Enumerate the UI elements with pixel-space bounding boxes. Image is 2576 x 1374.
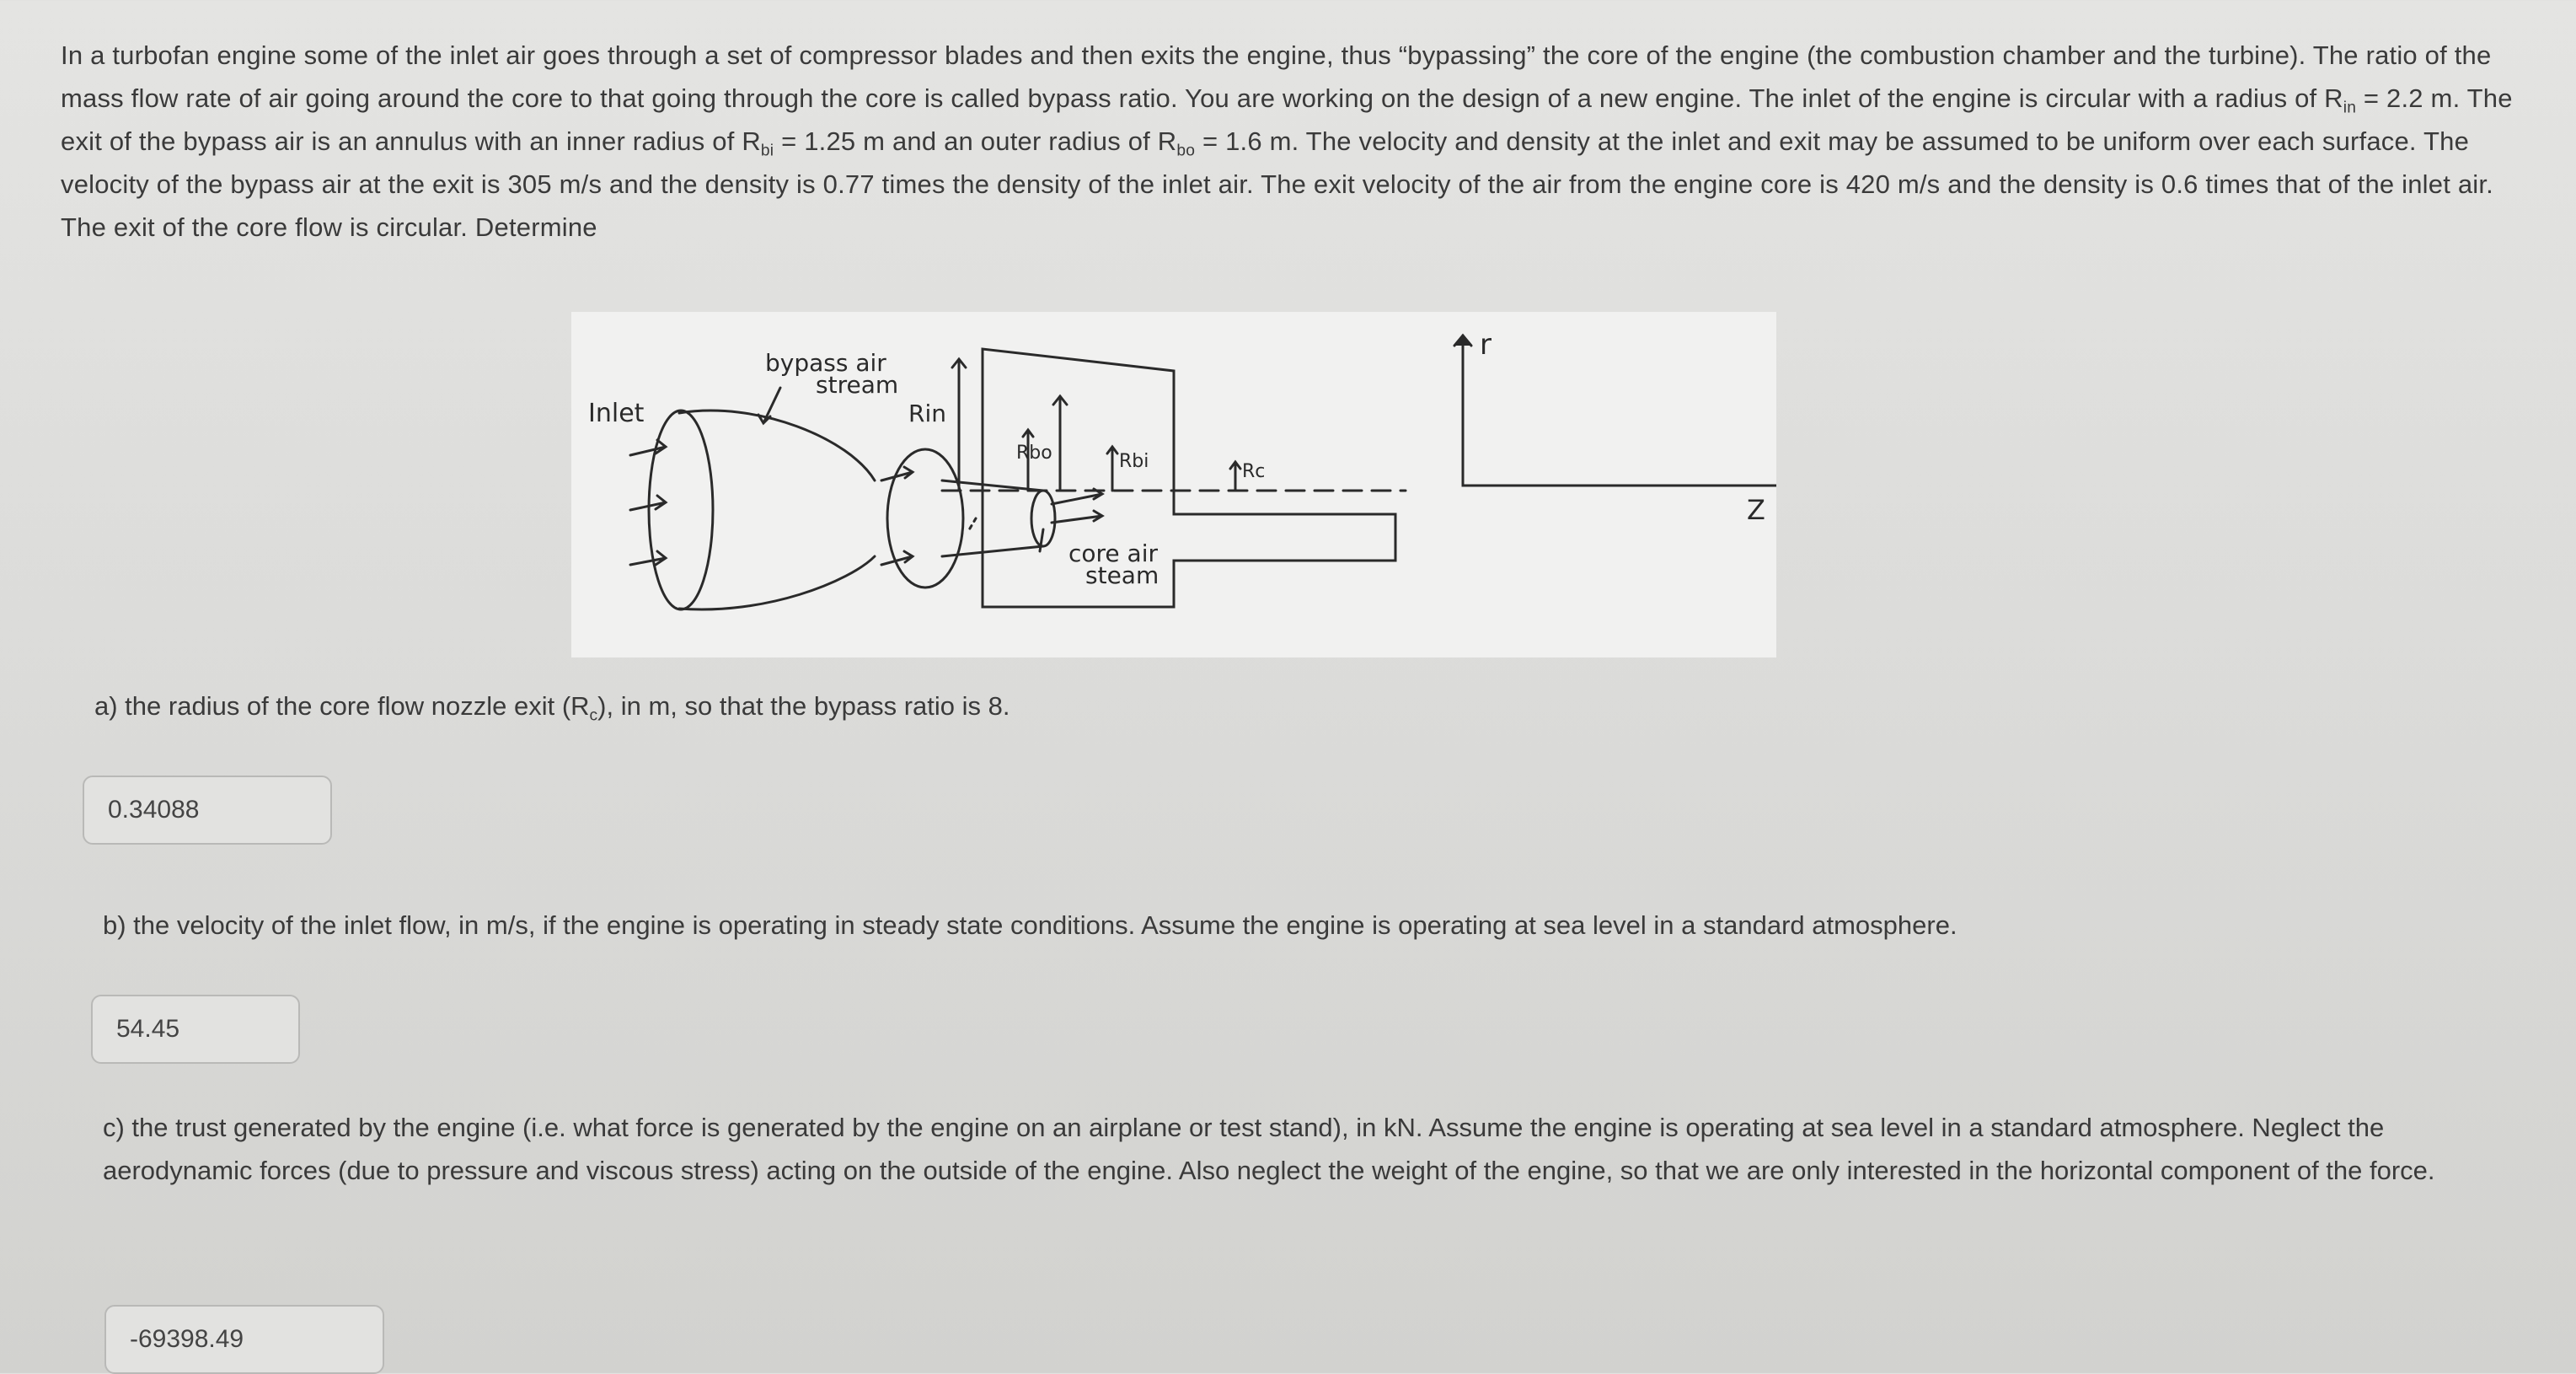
z-axis-label: Z (1747, 494, 1765, 526)
answer-a-input[interactable] (83, 776, 332, 845)
bypass-label-line2: stream (816, 371, 899, 399)
rin-label: Rin (908, 400, 946, 427)
engine-diagram-svg (571, 312, 1776, 657)
answer-b-input[interactable] (91, 995, 300, 1064)
engine-diagram (571, 312, 1776, 657)
core-label-line1: core air (1068, 539, 1158, 567)
answer-c-input[interactable] (104, 1305, 384, 1374)
r-axis-label: r (1480, 328, 1492, 362)
question-b: b) the velocity of the inlet flow, in m/s, if the engine is operating in steady state conditions. Assume the engine is operating at sea level in a standard atmosphere. (103, 910, 1957, 940)
problem-statement: In a turbofan engine some of the inlet air goes through a set of compressor blades and then exits the engine, thus “bypassing” the core of the engine (the combustion chamber and the turbine). The ratio of the mass flow rate of air going around the core to that going through the core is called bypass ratio. You are working on the design of a new engine. The inlet of the engine is circular with a radius of $R_{in} = 2.2$ m. The exit of the bypass air is an annulus with an inner radius of $R_{bi} = 1.25$ m and an outer radius of $R_{bo} = 1.6$ m. The velocity and density at the inlet and exit may be assumed to be uniform over each surface. The velocity of the bypass air at the exit is 305 m/s and the density is 0.77 times the density of the inlet air. The exit velocity of the air from the engine core is 420 m/s and the density is 0.6 times that of the inlet air. The exit of the core flow is circular. Determine (61, 40, 2513, 242)
question-a: a) the radius of the core flow nozzle exit $(R_c)$, in m, so that the bypass ratio is 8. (94, 691, 1010, 725)
rbo-label: Rbo (1016, 443, 1052, 464)
bypass-label-line1: bypass air (765, 349, 886, 377)
question-c: c) the trust generated by the engine (i.e. what force is generated by the engine on an airplane or test stand), in kN. Assume the engine is operating at sea level in a standard atmosphere. Neglect the aerodynamic forces (due to pressure and viscous stress) acting on the outside of the engine. Also neglect the weight of the engine, so that we are only interested in the horizontal component of the force. (103, 1113, 2435, 1185)
rbi-label: Rbi (1119, 451, 1149, 472)
inlet-label: Inlet (588, 399, 645, 428)
core-label-line2: steam (1085, 561, 1159, 589)
rc-label: Rc (1242, 461, 1266, 482)
